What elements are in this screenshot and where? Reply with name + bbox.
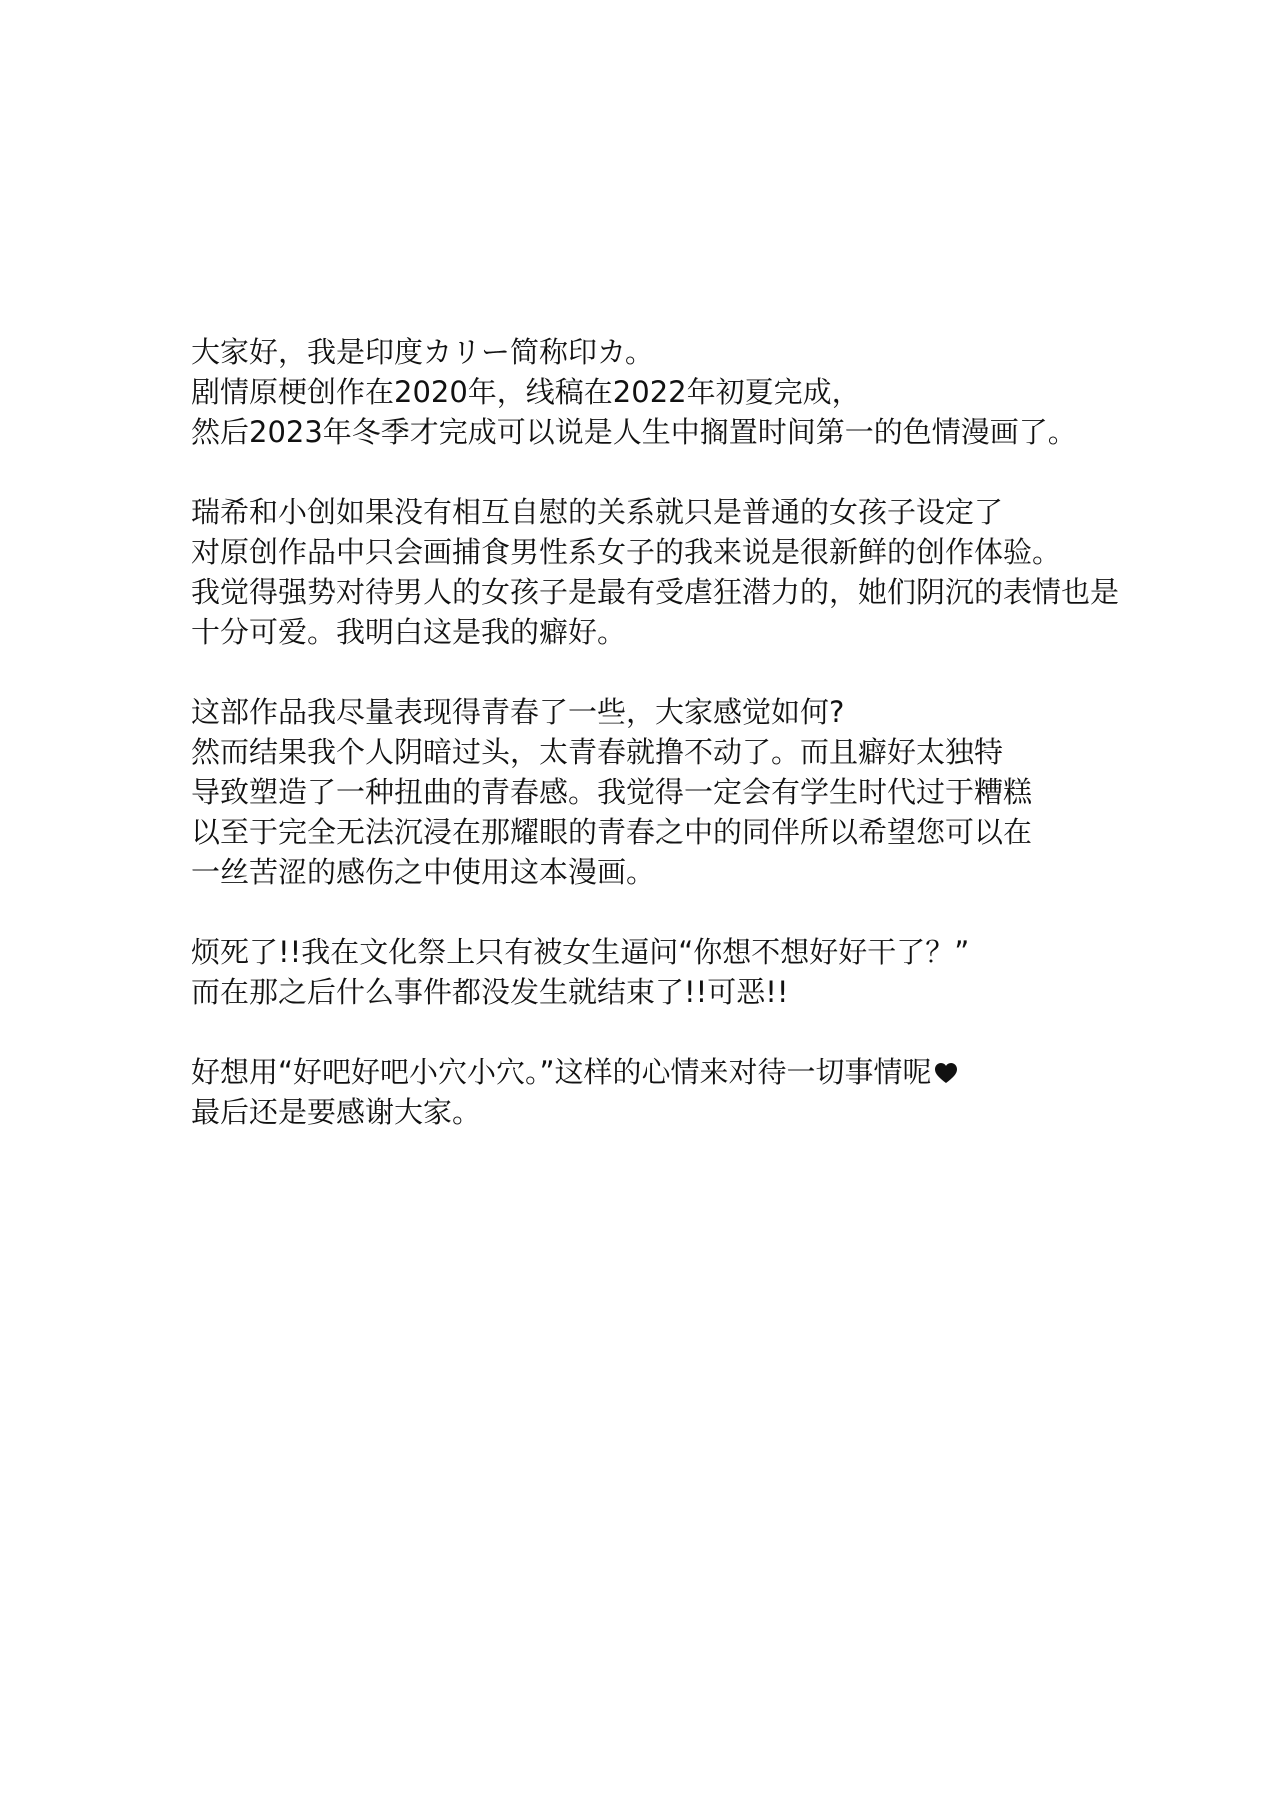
text-line: 以至于完全无法沉浸在那耀眼的青春之中的同伴所以希望您可以在: [191, 815, 1033, 849]
paragraph-greeting: [191, 332, 1191, 452]
text-line: 烦死了!!我在文化祭上只有被女生逼问“你想不想好好干了？”: [191, 935, 970, 969]
text-line: 瑞希和小创如果没有相互自慰的关系就只是普通的女孩子设定了: [191, 495, 1004, 529]
text-line: 十分可爱。我明白这是我的癖好。: [191, 615, 627, 649]
heart-icon: [934, 1062, 958, 1084]
text-line: 我觉得强势对待男人的女孩子是最有受虐狂潜力的，她们阴沉的表情也是: [191, 575, 1120, 609]
afterword-text: [191, 332, 1191, 1132]
text-line: 最后还是要感谢大家。: [191, 1095, 482, 1129]
text-line: 一丝苦涩的感伤之中使用这本漫画。: [191, 855, 656, 889]
text-line-content: 好想用“好吧好吧小穴小穴。”这样的心情来对待一切事情呢: [191, 1055, 932, 1089]
text-line: 然后2023年冬季才完成可以说是人生中搁置时间第一的色情漫画了。: [191, 415, 1077, 449]
paragraph-closing: [191, 1052, 1191, 1132]
text-line: 大家好，我是印度カリー简称印カ。: [191, 335, 654, 369]
text-line: 剧情原梗创作在2020年，线稿在2022年初夏完成，: [191, 375, 861, 409]
paragraph-youth: [191, 692, 1191, 892]
text-line: 对原创作品中只会画捕食男性系女子的我来说是很新鲜的创作体验。: [191, 535, 1062, 569]
text-line-with-heart: [191, 1052, 1191, 1092]
paragraph-festival: [191, 932, 1191, 1012]
text-line: 然而结果我个人阴暗过头，太青春就撸不动了。而且癖好太独特: [191, 735, 1004, 769]
paragraph-characters: [191, 492, 1191, 652]
text-line: 而在那之后什么事件都没发生就结束了!!可恶!!: [191, 975, 789, 1009]
text-line: 导致塑造了一种扭曲的青春感。我觉得一定会有学生时代过于糟糕: [191, 775, 1033, 809]
text-line: 这部作品我尽量表现得青春了一些，大家感觉如何?: [191, 695, 845, 729]
